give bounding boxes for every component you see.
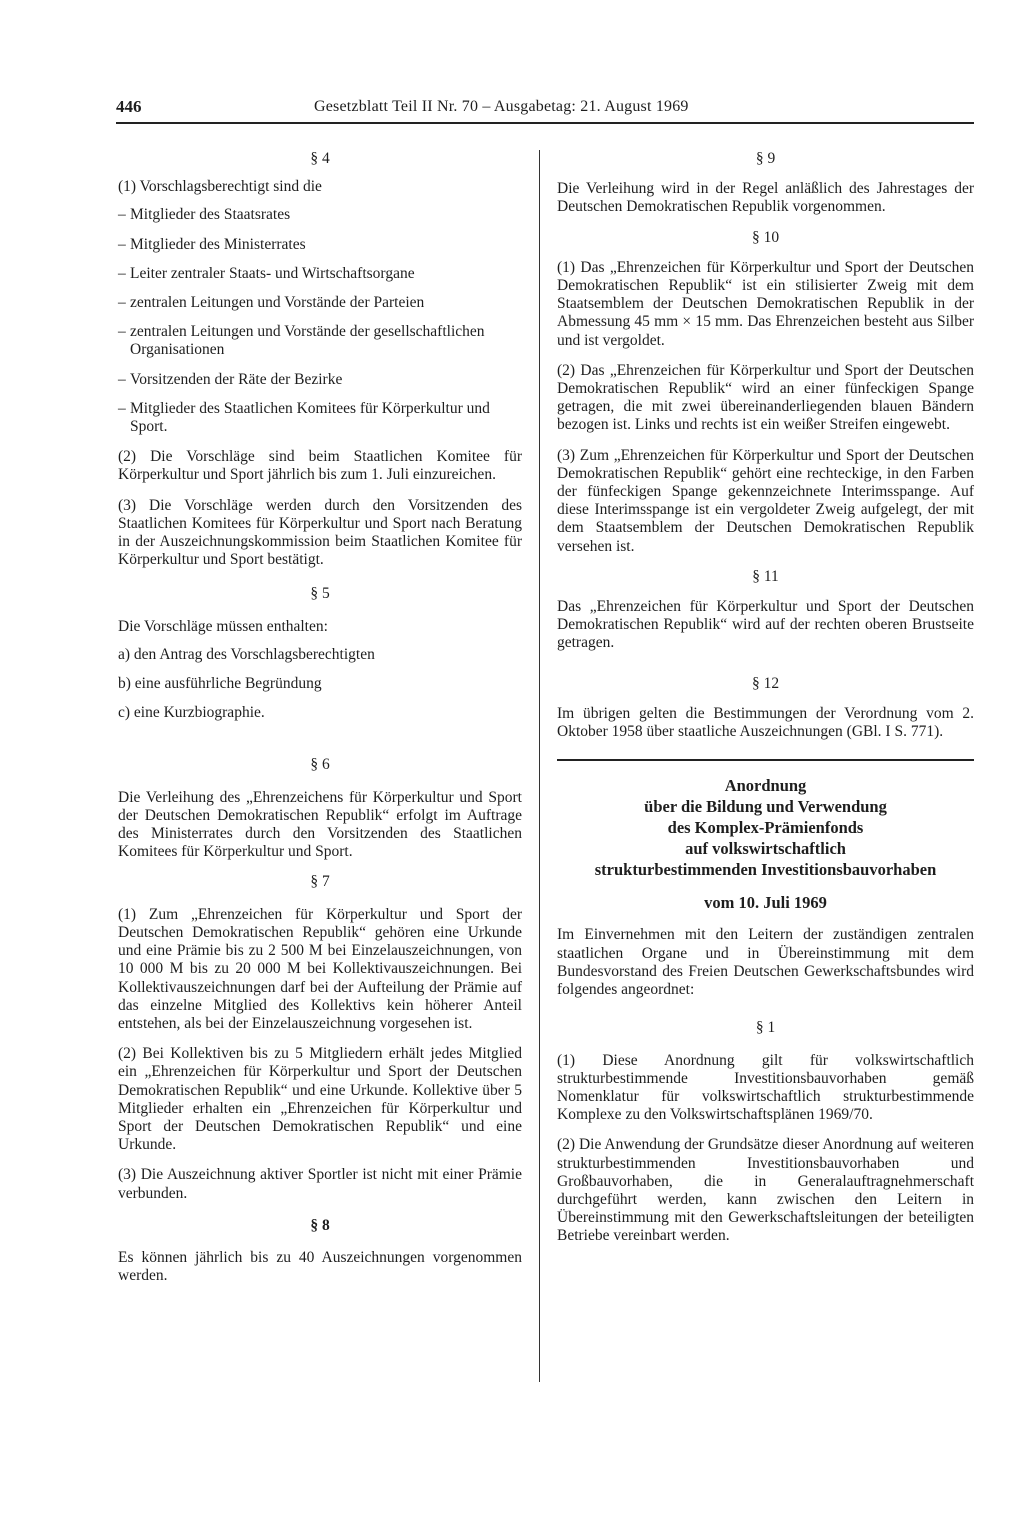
paragraph: (3) Die Vorschläge werden durch den Vorsitzenden des Staatlichen Komitees für Körperkultur und Sport nach Beratung in der Auszeichnungskommission beim Staatlichen Komitee für Körperkultur und Sport bestätigt. <box>118 496 522 569</box>
list-item: – zentralen Leitungen und Vorstände der Parteien <box>118 294 522 312</box>
paragraph: Es können jährlich bis zu 40 Auszeichnungen vorgenommen werden. <box>118 1248 522 1285</box>
running-title: Gesetzblatt Teil II Nr. 70 – Ausgabetag: 21. August 1969 <box>314 98 689 115</box>
page-header <box>116 98 974 124</box>
section-heading-7: § 7 <box>310 873 330 891</box>
paragraph: Das „Ehrenzeichen für Körperkultur und Sport der Deutschen Demokratischen Republik“ wird auf der rechten oberen Brustseite getragen. <box>557 598 974 652</box>
ordinance-title-line: auf volkswirtschaftlich <box>685 839 846 859</box>
requirements-list <box>118 646 522 723</box>
section-heading-11: § 11 <box>752 567 779 585</box>
section-heading-8: § 8 <box>310 1216 330 1234</box>
proposer-list <box>118 206 522 436</box>
ordinance-title <box>557 775 974 880</box>
section-heading-12: § 12 <box>751 674 780 692</box>
list-item: c) eine Kurzbiographie. <box>118 704 265 722</box>
section-heading-5: § 5 <box>310 585 330 603</box>
right-column <box>557 150 974 1258</box>
paragraph: (2) Die Anwendung der Grundsätze dieser Anordnung auf weiteren strukturbestimmenden Investitionsbauvorhaben und Großbauvorhaben, die in Generalauftragnehmerschaft durchgeführt werden, kann zwischen den Leitern in Übereinstimmung mit den Gewerkschaftsleitungen der beteiligten Betriebe vereinbart werden. <box>557 1136 974 1245</box>
list-item: – Mitglieder des Staatsrates <box>118 206 522 224</box>
page-number: 446 <box>116 97 142 116</box>
list-item: – Mitglieder des Ministerrates <box>118 236 522 254</box>
ordinance-date: vom 10. Juli 1969 <box>704 893 827 913</box>
paragraph: Die Vorschläge müssen enthalten: <box>118 617 328 635</box>
spacer <box>118 734 522 756</box>
ordinance-title-line: des Komplex-Prämienfonds <box>667 818 864 838</box>
list-item: b) eine ausführliche Begründung <box>118 675 322 693</box>
paragraph: (2) Die Vorschläge sind beim Staatlichen Komitee für Körperkultur und Sport jährlich bis zum 1. Juli einzureichen. <box>118 448 522 484</box>
section-heading-10: § 10 <box>751 228 780 246</box>
section-heading-6: § 6 <box>310 756 330 774</box>
list-item: – zentralen Leitungen und Vorstände der gesellschaftlichen Organisationen <box>118 323 522 359</box>
ordinance-title-line: Anordnung <box>724 776 807 796</box>
paragraph: Im übrigen gelten die Bestimmungen der Verordnung vom 2. Oktober 1958 über staatliche Auszeichnungen (GBl. I S. 771). <box>557 704 974 741</box>
paragraph: Die Verleihung wird in der Regel anläßlich des Jahrestages der Deutschen Demokratischen Republik vorgenommen. <box>557 180 974 216</box>
list-item: – Mitglieder des Staatlichen Komitees für Körperkultur und Sport. <box>118 400 522 436</box>
paragraph: (1) Vorschlagsberechtigt sind die <box>118 178 322 196</box>
paragraph: (1) Zum „Ehrenzeichen für Körperkultur und Sport der Deutschen Demokratischen Republik“ gehören eine Urkunde und eine Prämie bis zu 2 500 M bei Einzelauszeichnungen, von 10 000 M bis zu 20 000 M bei Kollektivauszeichnungen. Bei Kollektivauszeichnungen darf bei der Aufteilung der Prämie auf das einzelne Mitglied des Kollektivs kein höherer Anteil entstehen, als bei der Einzelauszeichnung vorgesehen ist. <box>118 905 522 1032</box>
section-divider <box>557 759 974 761</box>
paragraph: Im Einvernehmen mit den Leitern der zuständigen zentralen staatlichen Organe und in Übereinstimmung mit dem Bundesvorstand des Freien Deutschen Gewerkschaftsbundes wird folgendes angeordnet: <box>557 926 974 999</box>
column-divider <box>539 150 540 1382</box>
left-column <box>118 150 522 1297</box>
paragraph: (2) Bei Kollektiven bis zu 5 Mitgliedern erhält jedes Mitglied ein „Ehrenzeichen für Körperkultur und Sport der Deutschen Demokratischen Republik“ und eine Urkunde. Kollektive über 5 Mitglieder erhalten ein „Ehrenzeichen für Körperkultur und Sport der Deutschen Demokratischen Republik“ und eine Urkunde. <box>118 1045 522 1154</box>
paragraph: (3) Zum „Ehrenzeichen für Körperkultur und Sport der Deutschen Demokratischen Republik“ gehört eine rechteckige, in den Farben der fünfeckigen Spange gekennzeichnete Interimsspange. Auf diese Interimsspange ist ein vergoldeter Zweig aufgelegt, der mit dem Staatsemblem der Deutschen Demokratischen Republik versehen ist. <box>557 446 974 555</box>
list-item: – Vorsitzenden der Räte der Bezirke <box>118 371 522 389</box>
paragraph: (2) Das „Ehrenzeichen für Körperkultur und Sport der Deutschen Demokratischen Republik“ wird an einer fünfeckigen Spange getragen, die mit zwei übereinanderliegenden blauen Bändern bezogen ist. Links und rechts ist ein weißer Streifen eingewebt. <box>557 361 974 434</box>
paragraph: (1) Diese Anordnung gilt für volkswirtschaftlich strukturbestimmende Investitionsbauvorhaben gemäß Nomenklatur für volkswirtschaftlich strukturbestimmende Komplexe zu den Volkswirtschaftsplänen 1969/70. <box>557 1051 974 1124</box>
section-heading-1: § 1 <box>755 1019 776 1037</box>
section-heading-4: § 4 <box>310 150 330 167</box>
ordinance-title-line: strukturbestimmenden Investitionsbauvorhaben <box>594 860 937 880</box>
paragraph: (3) Die Auszeichnung aktiver Sportler ist nicht mit einer Prämie verbunden. <box>118 1166 522 1202</box>
list-item: – Leiter zentraler Staats- und Wirtschaftsorgane <box>118 265 522 283</box>
section-heading-9: § 9 <box>755 150 776 167</box>
paragraph: Die Verleihung des „Ehrenzeichens für Körperkultur und Sport der Deutschen Demokratischen Republik“ erfolgt im Auftrage des Ministerrates durch den Vorsitzenden des Staatlichen Komitees für Körperkultur und Sport. <box>118 788 522 861</box>
list-item: a) den Antrag des Vorschlagsberechtigten <box>118 645 375 663</box>
paragraph: (1) Das „Ehrenzeichen für Körperkultur und Sport der Deutschen Demokratischen Republik“ ist ein stilisierter Zweig mit dem Staatsemblem der Deutschen Demokratischen Republik in der Abmessung 45 mm × 15 mm. Das Ehrenzeichen besteht aus Silber und ist vergoldet. <box>557 258 974 349</box>
ordinance-title-line: über die Bildung und Verwendung <box>644 797 887 817</box>
